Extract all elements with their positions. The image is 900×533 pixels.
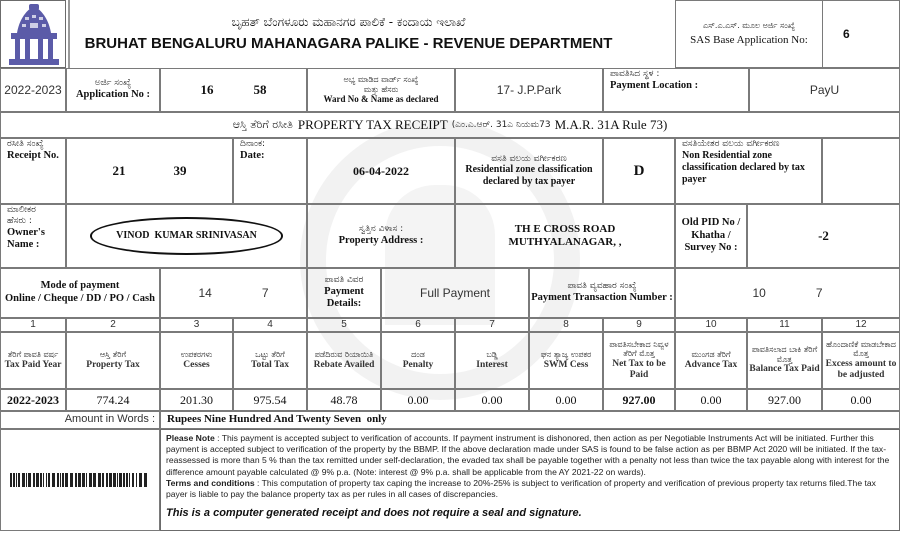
property-address-value-cell	[455, 204, 675, 268]
column-header-kannada: ಪಾವತಿಸಬೇಕಾದ ನಿವ್ವಳ ತೆರಿಗೆ ಮೊತ್ತ	[609, 339, 669, 359]
barcode-bar	[16, 473, 17, 487]
barcode-bar	[93, 473, 96, 487]
amount-words-value: Rupees Nine Hundred And Twenty Seven only	[167, 413, 387, 426]
header-title-english: BRUHAT BENGALURU MAHANAGARA PALIKE - REVENUE DEPARTMENT	[84, 35, 613, 52]
receipt-value-cell	[66, 138, 233, 204]
receipt-value-prefix: 21	[112, 163, 126, 179]
barcode-bar	[33, 473, 35, 487]
receipt-label-kannada: ರಸೀತಿ ಸಂಖ್ಯೆ	[7, 139, 44, 149]
date-label-kannada: ದಿನಾಂಕ:	[240, 139, 266, 149]
column-header-kannada: ಪಡೆದಿರುವ ರಿಯಾಯಿತಿ	[314, 350, 374, 359]
column-number: 5	[307, 318, 381, 332]
barcode-bar	[48, 473, 50, 487]
header-title	[72, 0, 625, 68]
payment-details-label-cell	[307, 268, 381, 318]
amount-words-label: Amount in Words :	[64, 413, 155, 426]
payment-details-value-cell	[381, 268, 529, 318]
tax-value-cell: 927.00	[603, 389, 675, 411]
column-header	[747, 332, 822, 389]
barcode-cell	[0, 429, 160, 531]
column-header	[822, 332, 900, 389]
residential-zone-value: D	[633, 163, 645, 179]
barcode-bar	[132, 473, 134, 487]
application-value-suffix: 58	[253, 82, 267, 98]
residential-zone-value-cell	[603, 138, 675, 204]
barcode-bar	[43, 473, 44, 487]
transaction-label-kannada: ಪಾವತಿ ವ್ಯವಹಾರ ಸಂಖ್ಯೆ	[567, 281, 637, 292]
barcode-bar	[129, 473, 130, 487]
barcode-bar	[82, 473, 85, 487]
column-number: 4	[233, 318, 307, 332]
barcode-bar	[18, 473, 20, 487]
property-address-label-english: Property Address :	[338, 235, 424, 247]
column-number: 7	[455, 318, 529, 332]
column-header-english: Penalty	[402, 359, 434, 370]
non-residential-zone-value-cell	[822, 138, 900, 204]
column-header-kannada: ಹೊಂದಾಣಿಕೆ ಮಾಡಬೇಕಾದ ಮೊತ್ತ	[826, 339, 896, 359]
column-header	[381, 332, 455, 389]
receipt-value-suffix: 39	[173, 163, 187, 179]
column-number: 9	[603, 318, 675, 332]
column-number: 12	[822, 318, 900, 332]
payment-details-label-english: Payment Details:	[324, 285, 364, 310]
tax-value-cell: 0.00	[529, 389, 603, 411]
please-note-text: : This payment is accepted subject to verification of accounts. If payment instrument is dishonored, then action as per Negotiable Instruments Act will be initiated. Further this payment is accepted subject to verification of the property by the BBMP. If the above declaration made under SAS is found to be false action as per BBMP Act 2020 will be initiated. If the tax-reassessed is more than 5 % than the tax remitted under self-declaration, the evaded tax shall be payable together with a penalty not less than twice the tax payable along with interest for the difference amount payable calculated @ 9% p.a. (Note: interest @ 9% p.a. shall be applicable from the AY 2021-22 on wards).	[166, 433, 890, 477]
transaction-label-english: Payment Transaction Number :	[531, 292, 673, 304]
column-header	[0, 332, 66, 389]
column-number: 6	[381, 318, 455, 332]
transaction-value-cell	[675, 268, 900, 318]
column-header-english: Balance Tax Paid	[749, 364, 820, 375]
receipt-label-cell	[0, 138, 66, 204]
column-header-english: Net Tax to be Paid	[612, 358, 666, 381]
receipt-title-english: PROPERTY TAX RECEIPT	[297, 117, 448, 133]
barcode-bar	[65, 473, 68, 487]
column-header-english: Interest	[476, 359, 508, 370]
owner-name-ellipse	[90, 217, 283, 254]
application-label-english: Application No :	[75, 89, 151, 101]
barcode-bar	[46, 473, 47, 487]
residential-zone-label-english: Residential zone classification declared by tax payer	[465, 164, 593, 188]
pid-label-cell	[675, 204, 747, 268]
column-header	[160, 332, 233, 389]
property-address-line-2: MUTHYALANAGAR, ,	[508, 236, 622, 248]
non-residential-zone-label-cell	[675, 138, 822, 204]
transaction-label-cell	[529, 268, 675, 318]
year-cell	[0, 68, 66, 112]
payment-details-label-kannada: ಪಾವತಿ ವಿವರ	[324, 275, 364, 285]
ward-label-english: Ward No & Name as declared	[323, 94, 439, 105]
column-header-kannada: ತೆರಿಗೆ ಪಾವತಿ ವರ್ಷ	[7, 350, 59, 359]
property-address-label-kannada: ಸ್ವತ್ತಿನ ವಿಳಾಸ :	[358, 224, 404, 235]
sas-value-cell	[822, 0, 900, 68]
barcode-bar	[86, 473, 87, 487]
barcode-bar	[102, 473, 104, 487]
owner-value-cell	[66, 204, 307, 268]
barcode-bar	[22, 473, 25, 487]
column-number: 1	[0, 318, 66, 332]
ward-label-kannada-2: ಮತ್ತು ಹೆಸರು	[363, 84, 399, 94]
payment-location-label-english: Payment Location :	[610, 79, 699, 91]
barcode-icon	[10, 473, 150, 487]
barcode-bar	[52, 473, 55, 487]
payment-location-label-kannada: ಪಾವತಿಸಿದ ಸ್ಥಳ :	[610, 69, 660, 79]
column-header-english: Property Tax	[86, 359, 140, 370]
payment-location-value: PayU	[809, 82, 840, 97]
column-header-kannada: ಉಪಕರಗಳು	[180, 350, 213, 359]
computer-generated-footer: This is a computer generated receipt and does not require a seal and signature.	[166, 507, 582, 520]
owner-name-value: VINOD KUMAR SRINIVASAN	[116, 230, 257, 242]
amount-words-value-cell	[160, 411, 900, 429]
redacted-block	[766, 286, 816, 300]
column-header	[675, 332, 747, 389]
tax-value-cell: 201.30	[160, 389, 233, 411]
column-header-english: Rebate Availed	[313, 359, 375, 370]
owner-label-cell	[0, 204, 66, 268]
column-header-kannada: ಆಸ್ತಿ ತೆರಿಗೆ	[99, 350, 127, 359]
tax-value-cell: 975.54	[233, 389, 307, 411]
ward-label-kannada-1: ಅಭ್ಯ ಮಾಡಿದ ವಾರ್ಡ್ ಸಂಖ್ಯೆ	[343, 75, 419, 84]
property-address-line-1: TH E CROSS ROAD	[514, 222, 616, 235]
application-label-kannada: ಅರ್ಜಿ ಸಂಖ್ಯೆ	[94, 78, 132, 89]
barcode-bar	[62, 473, 64, 487]
non-residential-zone-label-english: Non Residential zone classification declared by tax payer	[682, 149, 805, 185]
owner-label-kannada-2: ಹೆಸರು :	[7, 215, 32, 226]
barcode-bar	[78, 473, 81, 487]
barcode-bar	[10, 473, 12, 487]
ward-value: 17- J.P.Park	[496, 82, 562, 97]
column-header-kannada: ಘನ ತ್ಯಾಜ್ಯ ಉಪಕರ	[540, 350, 592, 359]
property-address-label-cell	[307, 204, 455, 268]
barcode-bar	[144, 473, 147, 487]
barcode-bar	[136, 473, 137, 487]
receipt-label-english: Receipt No.	[7, 149, 59, 161]
payment-mode-label-2: Online / Cheque / DD / PO / Cash	[5, 293, 155, 304]
notes-cell	[160, 429, 900, 531]
redacted-block	[126, 164, 174, 178]
sas-label-kannada: ಎಸ್.ಎ.ಎಸ್. ಮೂಲ ಅರ್ಜಿ ಸಂಖ್ಯೆ	[702, 20, 796, 30]
header-title-kannada: ಬೃಹತ್ ಬೆಂಗಳೂರು ಮಹಾನಗರ ಪಾಲಿಕೆ - ಕಂದಾಯ ಇಲಾಖೆ	[231, 15, 466, 29]
sas-label-cell	[675, 0, 823, 68]
column-header-english: Tax Paid Year	[4, 359, 62, 370]
barcode-bar	[26, 473, 27, 487]
payment-location-label-cell	[603, 68, 749, 112]
barcode-bar	[119, 473, 122, 487]
tax-value-cell: 0.00	[455, 389, 529, 411]
date-label-english: Date:	[240, 149, 265, 161]
column-header-kannada: ದಂಡ	[411, 350, 425, 359]
terms-text: : This computation of property tax caping the increase to 20%-25% is subject to verification of property and verification of previous property tax returns filed.The tax payer is liable to pay the balance property tax as per rules in all cases of discrepancies.	[166, 477, 876, 500]
year-value: 2022-2023	[4, 82, 62, 97]
column-number: 8	[529, 318, 603, 332]
column-header	[455, 332, 529, 389]
barcode-bar	[113, 473, 116, 487]
column-header	[66, 332, 160, 389]
barcode-bar	[57, 473, 59, 487]
barcode-bar	[36, 473, 39, 487]
pid-label: Old PID No / Khatha / Survey No :	[681, 217, 741, 254]
receipt-title-kannada: ಆಸ್ತಿ ತೆರಿಗೆ ರಸೀತಿ	[232, 118, 293, 132]
column-header-kannada: ಪಾವತಿಸಲಾದ ಬಾಕಿ ತೆರಿಗೆ ಮೊತ್ತ	[751, 345, 818, 364]
barcode-bar	[60, 473, 61, 487]
payment-mode-label-1: Mode of payment	[40, 280, 120, 292]
payment-mode-label-cell	[0, 268, 160, 318]
barcode-bar	[139, 473, 142, 487]
tax-value-cell: 774.24	[66, 389, 160, 411]
column-number: 11	[747, 318, 822, 332]
column-header-english: Total Tax	[251, 359, 289, 370]
owner-label-english: Owner's Name :	[7, 226, 45, 251]
sas-value: 6	[843, 26, 850, 41]
column-number: 10	[675, 318, 747, 332]
column-header-kannada: ಒಟ್ಟು ತೆರಿಗೆ	[255, 350, 285, 359]
receipt-rule-english: M.A.R. 31A Rule 73)	[554, 117, 668, 133]
payment-mode-value-suffix: 7	[261, 285, 269, 300]
bbmp-temple-logo-icon	[3, 3, 65, 67]
date-value: 06-04-2022	[353, 163, 409, 178]
date-label-cell	[233, 138, 307, 204]
amount-words-label-cell	[0, 411, 160, 429]
column-header	[233, 332, 307, 389]
pid-value: -2	[818, 228, 829, 244]
date-value-cell	[307, 138, 455, 204]
barcode-bar	[75, 473, 77, 487]
barcode-bar	[123, 473, 125, 487]
payment-details-value: Full Payment	[419, 285, 491, 300]
redacted-block	[214, 83, 254, 97]
redacted-block	[212, 286, 262, 300]
residential-zone-label-cell	[455, 138, 603, 204]
terms-label: Terms and conditions	[166, 477, 255, 488]
column-header-kannada: ಬಡ್ಡಿ	[486, 350, 498, 359]
payment-mode-value-prefix: 14	[198, 285, 212, 300]
sas-label-english: SAS Base Application No:	[690, 34, 808, 47]
receipt-title-row	[0, 112, 900, 138]
barcode-bar	[70, 473, 73, 487]
barcode-bar	[13, 473, 15, 487]
column-header-english: SWM Cess	[543, 359, 589, 370]
please-note	[166, 433, 894, 478]
column-header-english: Excess amount to be adjusted	[825, 358, 897, 381]
application-label-cell	[66, 68, 160, 112]
please-note-label: Please Note	[166, 433, 215, 443]
column-header	[307, 332, 381, 389]
barcode-bar	[117, 473, 118, 487]
tax-value-cell: 0.00	[675, 389, 747, 411]
barcode-bar	[126, 473, 128, 487]
receipt-rule-kannada: (ಎಂ.ಎ.ಆರ್. 31ಎ ನಿಯಮ73	[451, 119, 551, 130]
tax-value-cell: 0.00	[381, 389, 455, 411]
tax-value-cell: 48.78	[307, 389, 381, 411]
transaction-value-suffix: 7	[815, 285, 823, 300]
barcode-bar	[98, 473, 101, 487]
column-header	[529, 332, 603, 389]
application-value-cell	[160, 68, 307, 112]
non-residential-zone-label-kannada: ವಸತಿಯೇತರ ವಲಯ ವರ್ಗೀಕರಣ	[682, 139, 780, 149]
payment-location-value-cell	[749, 68, 900, 112]
ward-value-cell	[455, 68, 603, 112]
terms-and-conditions	[166, 478, 894, 500]
tax-value-cell: 0.00	[822, 389, 900, 411]
owner-label-kannada-1: ಮಾಲೀಕರ	[7, 205, 36, 215]
column-header-english: Advance Tax	[684, 359, 738, 370]
logo-divider	[68, 0, 70, 68]
column-header-kannada: ಮುಂಗಡ ತೆರಿಗೆ	[691, 350, 731, 359]
logo-cell	[0, 0, 66, 68]
barcode-bar	[106, 473, 108, 487]
barcode-bar	[109, 473, 112, 487]
residential-zone-label-kannada: ವಸತಿ ವಲಯ ವರ್ಗೀಕರಣ	[491, 153, 567, 164]
tax-value-cell: 2022-2023	[0, 389, 66, 411]
pid-value-cell	[747, 204, 900, 268]
tax-value-cell: 927.00	[747, 389, 822, 411]
column-header	[603, 332, 675, 389]
barcode-bar	[89, 473, 92, 487]
barcode-bar	[28, 473, 31, 487]
application-value-prefix: 16	[200, 82, 214, 98]
column-header-english: Cesses	[183, 359, 210, 370]
ward-label-cell	[307, 68, 455, 112]
transaction-value-prefix: 10	[752, 285, 766, 300]
column-number: 2	[66, 318, 160, 332]
payment-mode-value-cell	[160, 268, 307, 318]
column-number: 3	[160, 318, 233, 332]
barcode-bar	[40, 473, 42, 487]
